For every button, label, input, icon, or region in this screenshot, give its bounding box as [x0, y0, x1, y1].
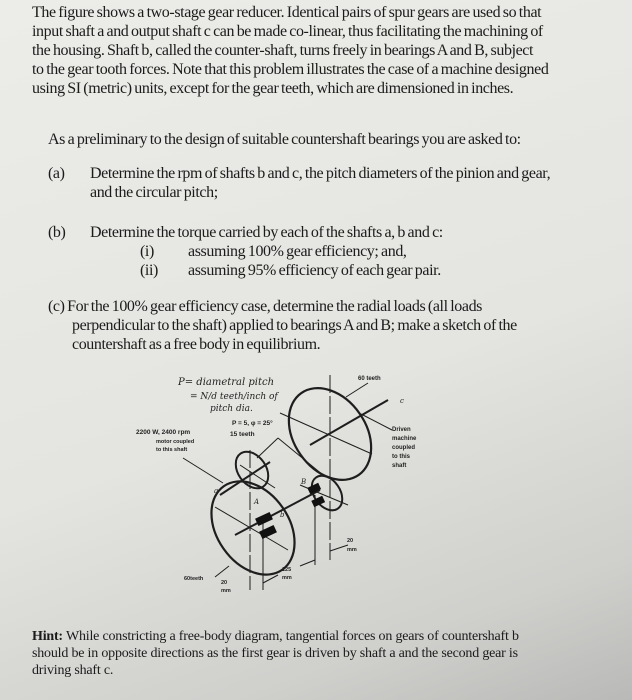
driven-label: Driven [392, 427, 411, 433]
motor-label: 2200 W, 2400 rpm [136, 429, 191, 436]
part-b-i-label: (i) [140, 243, 154, 260]
driven-label: shaft [392, 463, 407, 469]
bearing-A [255, 512, 273, 526]
part-a-label: (a) [48, 165, 65, 182]
intro-line: using SI (metric) units, except for the gear teeth, which are dimensioned in inches. [32, 80, 514, 97]
intro-line: input shaft a and output shaft c can be made co-linear, thus facilitating the machining of [32, 23, 543, 40]
top-gear-teeth: 60 teeth [358, 376, 381, 382]
driven-label: machine [392, 436, 417, 442]
driven-label: to this [392, 454, 410, 460]
part-c-text: countershaft as a free body in equilibrium. [72, 336, 321, 353]
motor-label: to this shaft [156, 447, 188, 453]
hint-text: should be in opposite directions as the first gear is driven by shaft a and the second gear is [32, 646, 518, 661]
part-b-label: (b) [48, 224, 66, 241]
gear-reducer-figure [120, 370, 420, 595]
note-n-over-d: = N/d teeth/inch of [190, 392, 278, 402]
dim-20-bottom: 20 [221, 580, 228, 586]
part-b-text: Determine the torque carried by each of the shafts a, b and c: [90, 224, 443, 241]
dim-125: 125 [282, 567, 292, 573]
counter-gear [194, 466, 311, 591]
intro-line: The figure shows a two-stage gear reducer. Identical pairs of spur gears are used so that [32, 4, 542, 21]
input-pinion [229, 446, 275, 495]
preliminary-text: As a preliminary to the design of suitable countershaft bearings you are asked to: [48, 131, 521, 148]
bearing-B-label: B [301, 478, 307, 486]
dim-20-bottom-unit: mm [221, 588, 231, 594]
bearing-A-label: A [254, 498, 260, 506]
note-pitch-dia: pitch dia. [210, 404, 253, 414]
driven-label: coupled [392, 445, 416, 451]
part-c-text: perpendicular to the shaft) applied to bearings A and B; make a sketch of the [72, 317, 517, 334]
pitch-label: P = 5, φ = 25° [232, 420, 273, 427]
part-a-text: Determine the rpm of shafts b and c, the pitch diameters of the pinion and gear, [90, 165, 551, 182]
shaft-a [220, 462, 270, 495]
part-b-ii-label: (ii) [140, 262, 158, 279]
hint-text: While constricting a free-body diagram, tangential forces on gears of countershaft b [65, 629, 519, 644]
dim-20: 20 [347, 538, 354, 544]
note-diametral-pitch: P= diametral pitch [178, 377, 275, 388]
shaft-c [310, 400, 388, 445]
hint-lead: Hint: [32, 629, 63, 644]
part-b-i-text: assuming 100% gear efficiency; and, [188, 243, 407, 260]
intro-line: the housing. Shaft b, called the counter-shaft, turns freely in bearings A and B, subject [32, 42, 534, 59]
hint-text: driving shaft c. [32, 663, 114, 678]
shaft-b-label: b [280, 511, 285, 519]
dim-125-unit: mm [282, 575, 292, 581]
shaft-c-label: c [400, 397, 404, 405]
part-a-text: and the circular pitch; [90, 184, 218, 201]
part-c-text: (c) For the 100% gear efficiency case, determine the radial loads (all loads [48, 298, 482, 315]
dim-20-unit: mm [347, 547, 357, 553]
bottom-gear-teeth: 60teeth [184, 576, 204, 582]
shaft-b [235, 490, 320, 535]
pinion-teeth-label: 15 teeth [230, 431, 255, 438]
shaft-a-label: a [214, 487, 219, 495]
intro-line: to the gear tooth forces. Note that this problem illustrates the case of a machine designed [32, 61, 549, 78]
part-b-ii-text: assuming 95% efficiency of each gear pair. [188, 262, 441, 279]
motor-label: motor coupled [156, 439, 195, 445]
